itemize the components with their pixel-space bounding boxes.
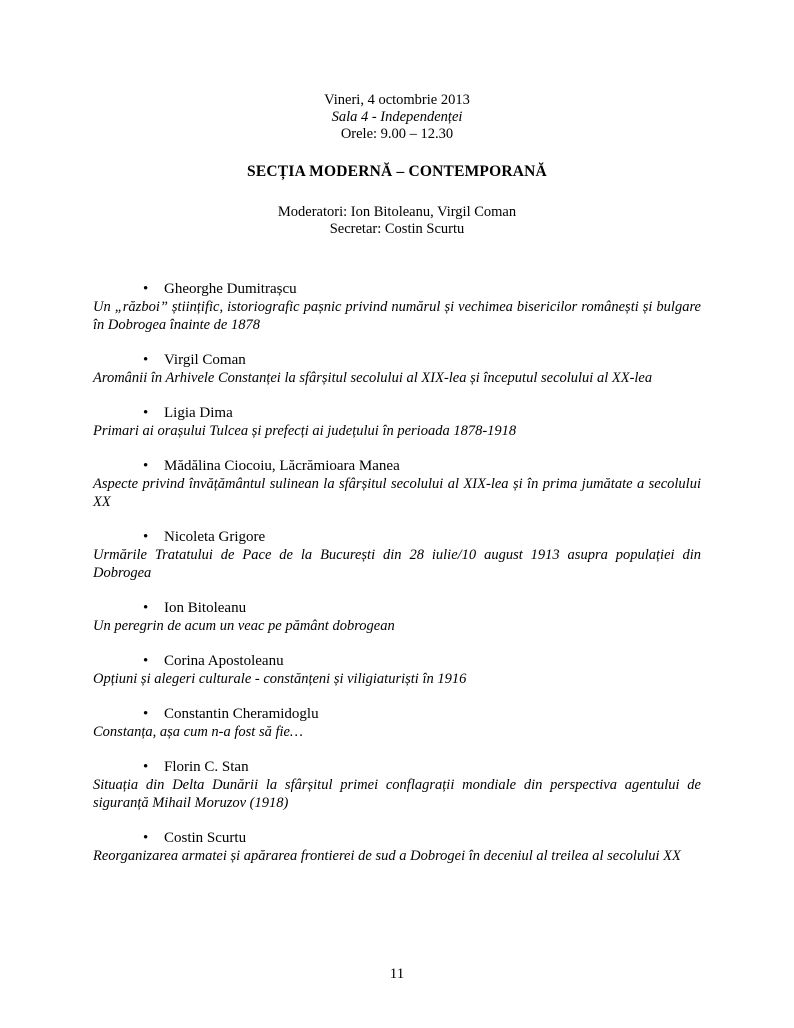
session-hours: Orele: 9.00 – 12.30 [340, 126, 454, 142]
bullet-icon: • [143, 706, 149, 722]
bullet-icon: • [143, 529, 149, 545]
presenter-name-text: Nicoleta Grigore [164, 529, 266, 545]
secretary: Secretar: Costin Scurtu [329, 221, 465, 237]
session-room: Sala 4 - Independenței [331, 109, 463, 125]
presenter-name-text: Virgil Coman [164, 352, 246, 368]
presenter-name [93, 758, 701, 776]
list-item [93, 351, 701, 387]
presenter-name [93, 351, 701, 369]
presenter-name-text: Corina Apostoleanu [164, 653, 284, 669]
presenter-name [93, 457, 701, 475]
presenter-name [93, 652, 701, 670]
bullet-icon: • [143, 458, 149, 474]
moderators-block [0, 204, 794, 238]
page-number: 11 [389, 966, 405, 982]
list-item [93, 652, 701, 688]
bullet-icon: • [143, 600, 149, 616]
presentation-list [93, 280, 701, 882]
bullet-icon: • [143, 405, 149, 421]
presentation-title: Un peregrin de acum un veac pe pământ dobrogean [93, 618, 395, 634]
presenter-name [93, 829, 701, 847]
list-item [93, 705, 701, 741]
presenter-name-text: Costin Scurtu [164, 830, 247, 846]
session-header [0, 92, 794, 143]
presenter-name [93, 280, 701, 298]
presenter-name [93, 528, 701, 546]
session-date: Vineri, 4 octombrie 2013 [324, 92, 470, 108]
presenter-name-text: Ligia Dima [164, 405, 233, 421]
presentation-title: Urmările Tratatului de Pace de la București din 28 iulie/10 august 1913 asupra populației din Dobrogea [93, 547, 701, 581]
bullet-icon: • [143, 830, 149, 846]
list-item [93, 404, 701, 440]
moderators: Moderatori: Ion Bitoleanu, Virgil Coman [277, 204, 517, 220]
presenter-name-text: Ion Bitoleanu [164, 600, 247, 616]
list-item [93, 457, 701, 511]
presentation-title: Aromânii în Arhivele Constanței la sfârșitul secolului al XIX-lea și începutul secolului al XX-lea [93, 370, 653, 386]
section-title: SECȚIA MODERNĂ – CONTEMPORANĂ [247, 163, 547, 180]
presentation-title: Un „război” științific, istoriografic pașnic privind numărul și vechimea bisericilor românești și bulgare în Dobrogea înainte de 1878 [93, 299, 701, 333]
presentation-title: Aspecte privind învățământul sulinean la sfârșitul secolului al XIX-lea și în prima jumătate a secolului XX [93, 476, 701, 510]
presenter-name-text: Mădălina Ciocoiu, Lăcrămioara Manea [164, 458, 400, 474]
presenter-name [93, 599, 701, 617]
presentation-title: Situația din Delta Dunării la sfârșitul primei conflagrații mondiale din perspectiva agentului de siguranță Mihail Moruzov (1918) [93, 777, 701, 811]
bullet-icon: • [143, 352, 149, 368]
bullet-icon: • [143, 281, 149, 297]
presentation-title: Reorganizarea armatei și apărarea frontierei de sud a Dobrogei în deceniul al treilea al secolului XX [93, 848, 681, 864]
presenter-name-text: Gheorghe Dumitrașcu [164, 281, 297, 297]
presentation-title: Constanța, așa cum n-a fost să fie… [93, 724, 303, 740]
bullet-icon: • [143, 653, 149, 669]
presentation-title: Opțiuni și alegeri culturale - constănțeni și viligiaturiști în 1916 [93, 671, 467, 687]
list-item [93, 829, 701, 865]
presenter-name [93, 705, 701, 723]
list-item [93, 758, 701, 812]
presentation-title: Primari ai orașului Tulcea și prefecți ai județului în perioada 1878-1918 [93, 423, 517, 439]
list-item [93, 528, 701, 582]
presenter-name-text: Florin C. Stan [164, 759, 249, 775]
list-item [93, 599, 701, 635]
presenter-name-text: Constantin Cheramidoglu [164, 706, 319, 722]
presenter-name [93, 404, 701, 422]
list-item [93, 280, 701, 334]
bullet-icon: • [143, 759, 149, 775]
